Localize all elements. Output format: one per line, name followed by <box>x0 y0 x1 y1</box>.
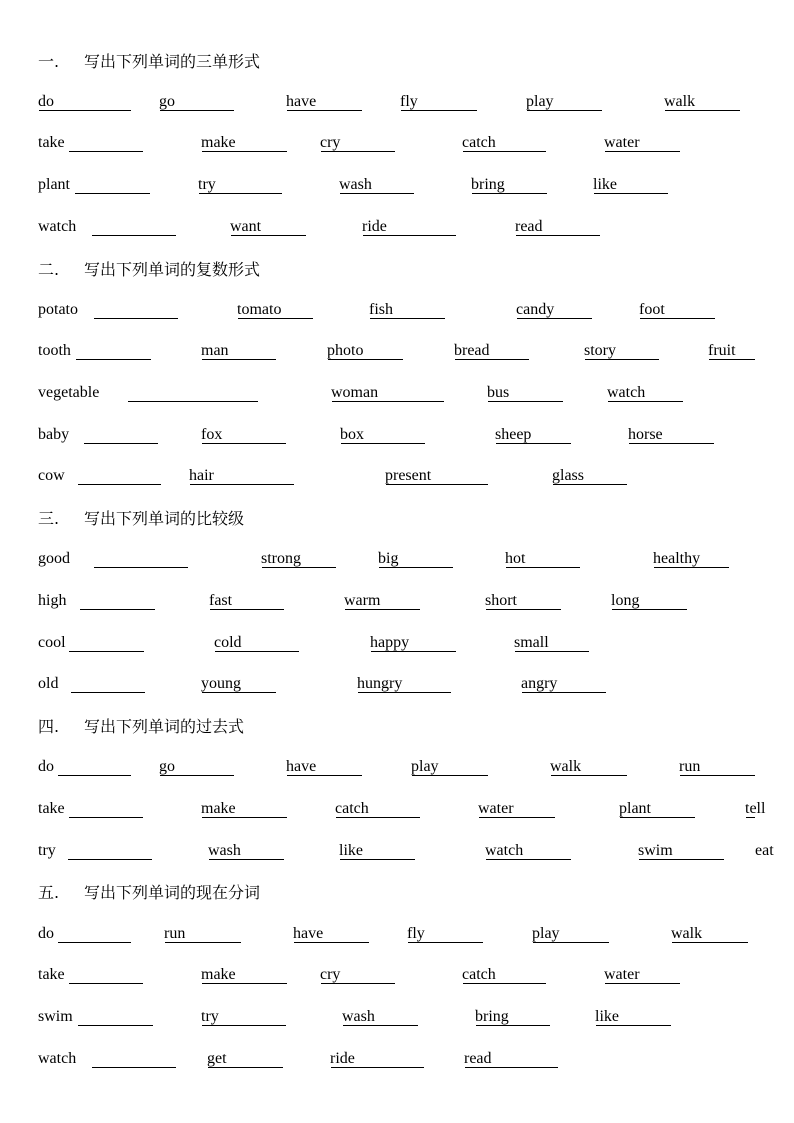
prompt-word: photo <box>327 342 364 359</box>
prompt-word: play <box>532 925 560 942</box>
answer-input[interactable] <box>527 92 602 111</box>
answer-input[interactable] <box>69 633 144 652</box>
prompt-word: have <box>286 93 317 110</box>
answer-input[interactable] <box>202 1007 286 1026</box>
answer-input[interactable] <box>84 425 158 444</box>
prompt-word: catch <box>462 966 496 983</box>
answer-input[interactable] <box>605 965 680 984</box>
prompt-word: walk <box>664 93 696 110</box>
answer-input[interactable] <box>128 383 258 402</box>
prompt-word: bring <box>471 176 505 193</box>
exercise-row <box>0 217 794 239</box>
answer-input[interactable] <box>202 341 276 360</box>
prompt-word: get <box>207 1050 227 1067</box>
answer-input[interactable] <box>238 300 313 319</box>
prompt-word: catch <box>335 800 369 817</box>
exercise-row <box>0 965 794 987</box>
section-number: 五. <box>38 883 60 902</box>
prompt-word: water <box>604 966 640 983</box>
prompt-word: take <box>38 134 65 151</box>
answer-input[interactable] <box>165 924 241 943</box>
prompt-word: cry <box>320 134 341 151</box>
answer-input[interactable] <box>92 1049 176 1068</box>
answer-input[interactable] <box>612 591 687 610</box>
answer-input[interactable] <box>75 175 150 194</box>
prompt-word: like <box>595 1008 619 1025</box>
answer-input[interactable] <box>363 217 456 236</box>
prompt-word: tell <box>745 800 766 817</box>
prompt-word: cow <box>38 467 65 484</box>
answer-input[interactable] <box>463 133 546 152</box>
prompt-word: fox <box>201 426 223 443</box>
exercise-row <box>0 591 794 613</box>
exercise-row <box>0 133 794 155</box>
prompt-word: watch <box>38 218 77 235</box>
prompt-word: go <box>159 93 175 110</box>
prompt-word: watch <box>607 384 646 401</box>
answer-input[interactable] <box>463 965 546 984</box>
answer-input[interactable] <box>202 799 287 818</box>
answer-input[interactable] <box>496 425 571 444</box>
answer-input[interactable] <box>78 466 161 485</box>
prompt-word: play <box>526 93 554 110</box>
answer-input[interactable] <box>620 799 695 818</box>
answer-input[interactable] <box>202 674 276 693</box>
prompt-word: do <box>38 925 54 942</box>
answer-input[interactable] <box>210 591 284 610</box>
answer-input[interactable] <box>517 300 592 319</box>
prompt-word: bus <box>487 384 510 401</box>
prompt-word: tooth <box>38 342 71 359</box>
answer-input[interactable] <box>608 383 683 402</box>
section-title: 写出下列单词的复数形式 <box>84 260 261 279</box>
exercise-row <box>0 924 794 946</box>
exercise-row <box>0 175 794 197</box>
prompt-word: healthy <box>653 550 701 567</box>
answer-input[interactable] <box>665 92 740 111</box>
answer-input[interactable] <box>202 425 286 444</box>
prompt-word: fruit <box>708 342 736 359</box>
answer-input[interactable] <box>340 175 414 194</box>
answer-input[interactable] <box>746 799 755 818</box>
answer-input[interactable] <box>516 217 600 236</box>
prompt-word: angry <box>521 675 558 692</box>
prompt-word: present <box>385 467 432 484</box>
prompt-word: sheep <box>495 426 532 443</box>
prompt-word: big <box>378 550 399 567</box>
answer-input[interactable] <box>58 757 131 776</box>
answer-input[interactable] <box>371 633 456 652</box>
section-title: 写出下列单词的现在分词 <box>84 883 261 902</box>
answer-input[interactable] <box>58 924 131 943</box>
prompt-word: plant <box>38 176 70 193</box>
answer-input[interactable] <box>476 1007 550 1026</box>
prompt-word: hungry <box>357 675 403 692</box>
exercise-row <box>0 341 794 363</box>
answer-input[interactable] <box>321 965 395 984</box>
prompt-word: go <box>159 758 175 775</box>
answer-input[interactable] <box>231 217 306 236</box>
prompt-word: fish <box>369 301 393 318</box>
answer-input[interactable] <box>401 92 477 111</box>
prompt-word: like <box>593 176 617 193</box>
answer-input[interactable] <box>262 549 336 568</box>
answer-input[interactable] <box>94 300 178 319</box>
prompt-word: take <box>38 966 65 983</box>
answer-input[interactable] <box>672 924 748 943</box>
prompt-word: read <box>515 218 543 235</box>
answer-input[interactable] <box>321 133 395 152</box>
prompt-word: warm <box>344 592 381 609</box>
exercise-row <box>0 841 794 863</box>
prompt-word: baby <box>38 426 70 443</box>
answer-input[interactable] <box>553 466 627 485</box>
prompt-word: long <box>611 592 640 609</box>
prompt-word: try <box>38 842 56 859</box>
section-heading <box>38 257 260 280</box>
answer-input[interactable] <box>343 1007 418 1026</box>
prompt-word: horse <box>628 426 663 443</box>
section-heading <box>38 506 244 529</box>
prompt-word: have <box>286 758 317 775</box>
answer-input[interactable] <box>336 799 420 818</box>
prompt-word: do <box>38 758 54 775</box>
answer-input[interactable] <box>328 341 403 360</box>
answer-input[interactable] <box>585 341 659 360</box>
answer-input[interactable] <box>80 591 155 610</box>
prompt-word: try <box>198 176 216 193</box>
answer-input[interactable] <box>639 841 724 860</box>
answer-input[interactable] <box>69 965 143 984</box>
prompt-word: happy <box>370 634 410 651</box>
answer-input[interactable] <box>294 924 369 943</box>
prompt-word: water <box>604 134 640 151</box>
prompt-word: walk <box>671 925 703 942</box>
answer-input[interactable] <box>287 757 362 776</box>
exercise-row <box>0 633 794 655</box>
answer-input[interactable] <box>370 300 445 319</box>
section-number: 二. <box>38 260 60 279</box>
prompt-word: watch <box>38 1050 77 1067</box>
prompt-word: want <box>230 218 262 235</box>
answer-input[interactable] <box>76 341 151 360</box>
exercise-row <box>0 300 794 322</box>
answer-input[interactable] <box>551 757 627 776</box>
answer-input[interactable] <box>640 300 715 319</box>
prompt-word: swim <box>638 842 673 859</box>
answer-input[interactable] <box>92 217 176 236</box>
answer-input[interactable] <box>412 757 488 776</box>
answer-input[interactable] <box>515 633 589 652</box>
prompt-word: swim <box>38 1008 73 1025</box>
exercise-row <box>0 466 794 488</box>
prompt-word: wash <box>342 1008 375 1025</box>
prompt-word: make <box>201 966 236 983</box>
answer-input[interactable] <box>94 549 188 568</box>
section-number: 一. <box>38 52 60 71</box>
answer-input[interactable] <box>287 92 362 111</box>
answer-input[interactable] <box>379 549 453 568</box>
answer-input[interactable] <box>455 341 529 360</box>
prompt-word: like <box>339 842 363 859</box>
prompt-word: fly <box>400 93 418 110</box>
answer-input[interactable] <box>39 92 131 111</box>
prompt-word: cry <box>320 966 341 983</box>
answer-input[interactable] <box>160 92 234 111</box>
prompt-word: catch <box>462 134 496 151</box>
answer-input[interactable] <box>160 757 234 776</box>
prompt-word: foot <box>639 301 665 318</box>
answer-input[interactable] <box>680 757 755 776</box>
answer-input[interactable] <box>202 133 287 152</box>
section-title: 写出下列单词的比较级 <box>84 509 245 528</box>
prompt-word: tomato <box>237 301 282 318</box>
prompt-word: make <box>201 134 236 151</box>
exercise-row <box>0 757 794 779</box>
prompt-word: run <box>679 758 701 775</box>
prompt-word: bread <box>454 342 490 359</box>
prompt-word: do <box>38 93 54 110</box>
exercise-row <box>0 549 794 571</box>
prompt-word: hot <box>505 550 526 567</box>
answer-input[interactable] <box>190 466 294 485</box>
prompt-word: run <box>164 925 186 942</box>
exercise-row <box>0 1049 794 1071</box>
section-heading <box>38 880 260 903</box>
prompt-word: wash <box>339 176 372 193</box>
answer-input[interactable] <box>472 175 547 194</box>
answer-input[interactable] <box>68 841 152 860</box>
answer-input[interactable] <box>69 133 143 152</box>
answer-input[interactable] <box>208 1049 283 1068</box>
answer-input[interactable] <box>596 1007 671 1026</box>
answer-input[interactable] <box>215 633 299 652</box>
prompt-word: old <box>38 675 59 692</box>
answer-input[interactable] <box>709 341 755 360</box>
prompt-word: hair <box>189 467 214 484</box>
answer-input[interactable] <box>488 383 563 402</box>
answer-input[interactable] <box>340 841 415 860</box>
answer-input[interactable] <box>533 924 609 943</box>
prompt-word: glass <box>552 467 584 484</box>
answer-input[interactable] <box>71 674 145 693</box>
prompt-word: water <box>478 800 514 817</box>
answer-input[interactable] <box>486 841 571 860</box>
prompt-word: watch <box>485 842 524 859</box>
exercise-row <box>0 674 794 696</box>
prompt-word: ride <box>362 218 387 235</box>
exercise-row <box>0 383 794 405</box>
prompt-word: eat <box>755 842 774 859</box>
answer-input[interactable] <box>465 1049 558 1068</box>
prompt-word: high <box>38 592 67 609</box>
answer-input[interactable] <box>408 924 483 943</box>
answer-input[interactable] <box>199 175 282 194</box>
prompt-word: small <box>514 634 549 651</box>
prompt-word: strong <box>261 550 301 567</box>
answer-input[interactable] <box>209 841 284 860</box>
answer-input[interactable] <box>331 1049 424 1068</box>
prompt-word: play <box>411 758 439 775</box>
answer-input[interactable] <box>486 591 561 610</box>
exercise-row <box>0 425 794 447</box>
prompt-word: man <box>201 342 229 359</box>
answer-input[interactable] <box>605 133 680 152</box>
answer-input[interactable] <box>654 549 729 568</box>
prompt-word: make <box>201 800 236 817</box>
answer-input[interactable] <box>629 425 714 444</box>
answer-input[interactable] <box>202 965 287 984</box>
prompt-word: short <box>485 592 517 609</box>
prompt-word: walk <box>550 758 582 775</box>
section-number: 四. <box>38 717 60 736</box>
answer-input[interactable] <box>506 549 580 568</box>
answer-input[interactable] <box>386 466 488 485</box>
prompt-word: candy <box>516 301 555 318</box>
section-number: 三. <box>38 509 60 528</box>
prompt-word: plant <box>619 800 651 817</box>
prompt-word: fly <box>407 925 425 942</box>
exercise-row <box>0 1007 794 1029</box>
prompt-word: have <box>293 925 324 942</box>
section-heading <box>38 714 244 737</box>
prompt-word: good <box>38 550 70 567</box>
answer-input[interactable] <box>78 1007 153 1026</box>
answer-input[interactable] <box>69 799 143 818</box>
prompt-word: fast <box>209 592 233 609</box>
answer-input[interactable] <box>522 674 606 693</box>
section-title: 写出下列单词的过去式 <box>84 717 245 736</box>
prompt-word: read <box>464 1050 492 1067</box>
answer-input[interactable] <box>341 425 425 444</box>
prompt-word: potato <box>38 301 78 318</box>
exercise-row <box>0 92 794 114</box>
prompt-word: ride <box>330 1050 355 1067</box>
exercise-row <box>0 799 794 821</box>
answer-input[interactable] <box>479 799 555 818</box>
prompt-word: vegetable <box>38 384 100 401</box>
answer-input[interactable] <box>358 674 451 693</box>
section-title: 写出下列单词的三单形式 <box>84 52 261 71</box>
answer-input[interactable] <box>332 383 444 402</box>
prompt-word: cool <box>38 634 66 651</box>
answer-input[interactable] <box>594 175 668 194</box>
prompt-word: cold <box>214 634 242 651</box>
answer-input[interactable] <box>345 591 420 610</box>
prompt-word: bring <box>475 1008 509 1025</box>
prompt-word: young <box>201 675 241 692</box>
prompt-word: take <box>38 800 65 817</box>
prompt-word: box <box>340 426 364 443</box>
prompt-word: story <box>584 342 616 359</box>
prompt-word: try <box>201 1008 219 1025</box>
prompt-word: wash <box>208 842 241 859</box>
prompt-word: woman <box>331 384 379 401</box>
section-heading <box>38 49 260 72</box>
